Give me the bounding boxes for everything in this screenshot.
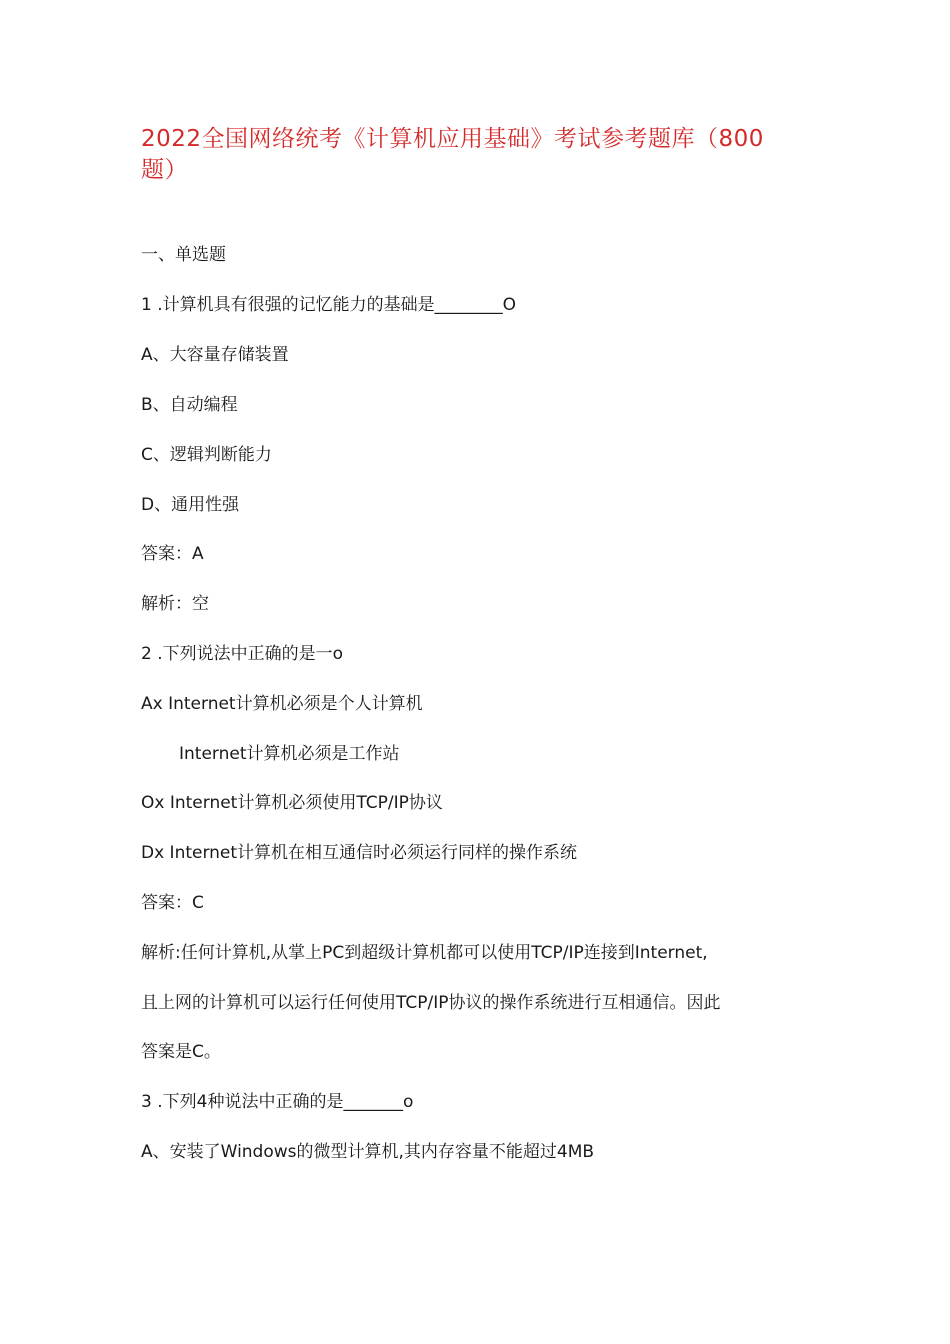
question-1-text: 1 .计算机具有很强的记忆能力的基础是________O xyxy=(141,295,517,315)
question-3-text: 3 .下列4种说法中正确的是_______o xyxy=(141,1092,414,1112)
question-1-option-d: D、通用性强 xyxy=(141,495,240,515)
question-1-option-c: C、逻辑判断能力 xyxy=(141,445,272,465)
question-2-option-a: Ax Internet计算机必须是个人计算机 xyxy=(141,694,423,714)
section-heading: 一、单选题 xyxy=(141,245,226,265)
question-1-explanation: 解析：空 xyxy=(141,594,209,614)
question-2-answer: 答案：C xyxy=(141,893,204,913)
question-1-option-a: A、大容量存储装置 xyxy=(141,345,289,365)
question-2-text: 2 .下列说法中正确的是一o xyxy=(141,644,344,664)
question-2-option-c: Ox Internet计算机必须使用TCP/IP协议 xyxy=(141,793,443,813)
document-title: 2022全国网络统考《计算机应用基础》考试参考题库（800题） xyxy=(141,126,764,183)
question-3-option-a: A、安装了Windows的微型计算机,其内存容量不能超过4MB xyxy=(141,1142,595,1162)
question-1-answer: 答案：A xyxy=(141,544,204,564)
question-2-explanation-line-1: 解析:任何计算机,从掌上PC到超级计算机都可以使用TCP/IP连接到Internet, xyxy=(141,943,708,963)
question-2-option-d: Dx Internet计算机在相互通信时必须运行同样的操作系统 xyxy=(141,843,578,863)
question-2-explanation-line-3: 答案是C。 xyxy=(141,1042,221,1062)
question-1-option-b: B、自动编程 xyxy=(141,395,238,415)
question-2-explanation-line-2: 且上网的计算机可以运行任何使用TCP/IP协议的操作系统进行互相通信。因此 xyxy=(141,993,721,1013)
question-2-option-b: Internet计算机必须是工作站 xyxy=(179,744,400,764)
